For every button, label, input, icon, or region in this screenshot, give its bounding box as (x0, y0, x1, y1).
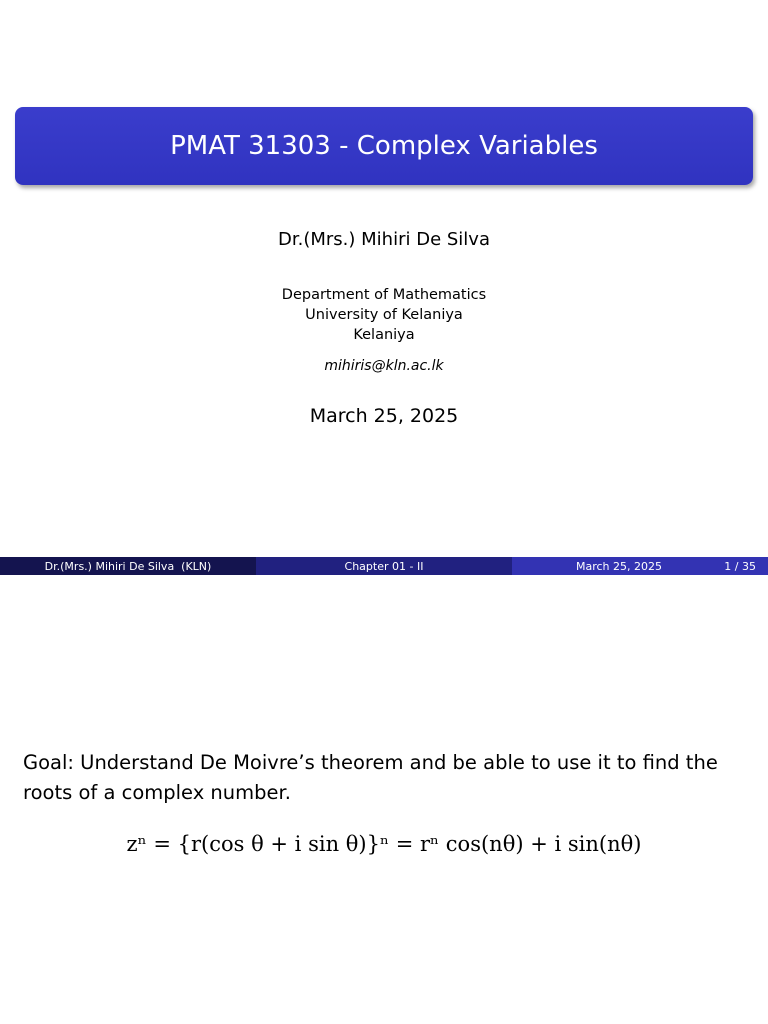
slide-title: PMAT 31303 - Complex Variables (170, 131, 598, 161)
footer-page-number: 1 / 35 (724, 559, 756, 573)
presentation-date: March 25, 2025 (309, 405, 459, 427)
institution-department: Department of Mathematics (281, 287, 487, 303)
footer-chapter-text: Chapter 01 - II (344, 559, 424, 573)
title-banner (15, 107, 753, 185)
slide-footer (0, 557, 768, 575)
author-name: Dr.(Mrs.) Mihiri De Silva (278, 229, 490, 250)
institution-university: University of Kelaniya (305, 307, 463, 323)
footer-chapter (256, 557, 512, 575)
de-moivre-formula: zⁿ = {r(cos θ + i sin θ)}ⁿ = rⁿ cos(nθ) + i sin(nθ) (126, 832, 642, 856)
goal-text: Goal: Understand De Moivre’s theorem and be able to use it to find the roots of a complex number. (23, 751, 718, 804)
author-email: mihiris@kln.ac.lk (324, 358, 444, 374)
footer-date: March 25, 2025 (576, 559, 663, 573)
footer-date-page (512, 557, 768, 575)
institution-city: Kelaniya (353, 327, 415, 343)
footer-author-text: Dr.(Mrs.) Mihiri De Silva (KLN) (44, 559, 212, 573)
footer-author (0, 557, 256, 575)
content-slide (0, 576, 768, 1024)
